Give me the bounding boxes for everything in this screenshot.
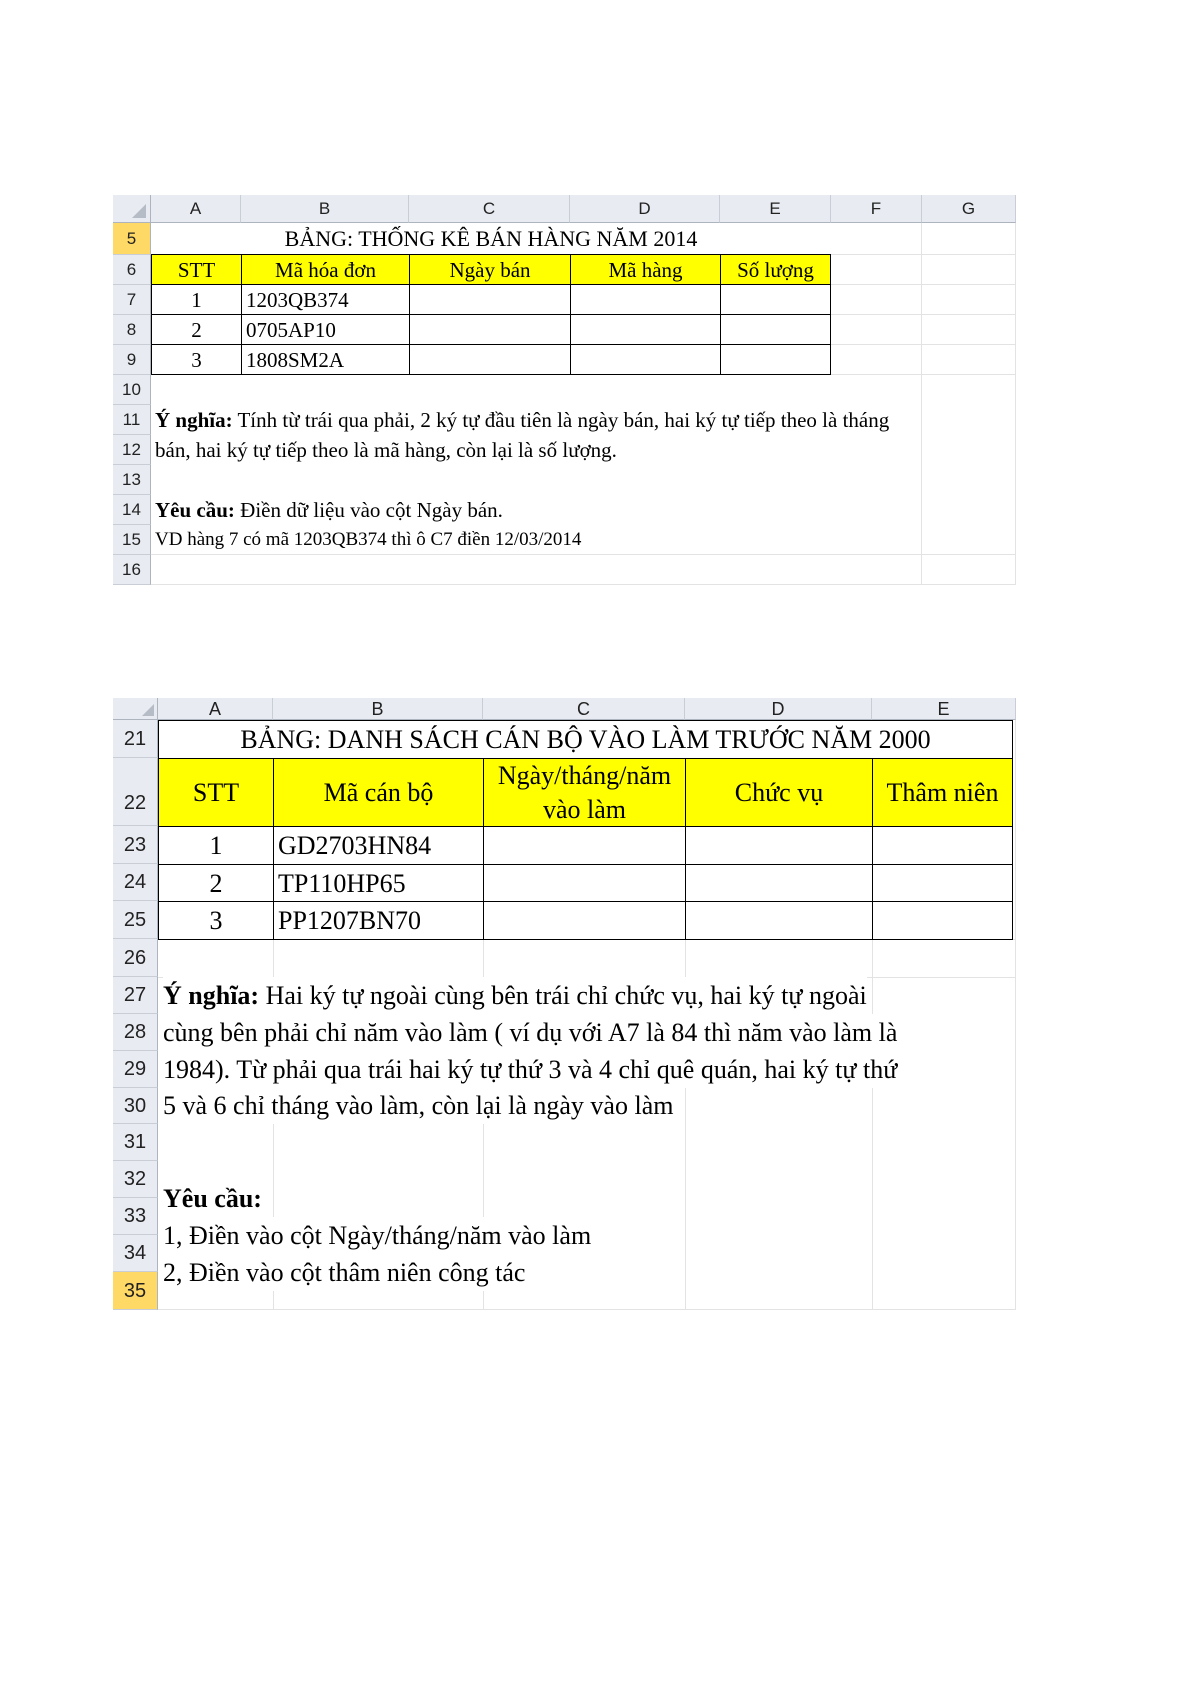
meaning-line-4[interactable]: 5 và 6 chỉ tháng vào làm, còn lại là ngày vào làm	[163, 1088, 673, 1124]
table-cell-position[interactable]	[685, 826, 873, 865]
header-start-date-line-2: vào làm	[542, 795, 627, 824]
row-header-35[interactable]: 35	[113, 1272, 158, 1310]
requirement-label: Yêu cầu:	[155, 498, 235, 522]
row-header-13[interactable]: 13	[113, 465, 151, 495]
column-header-f[interactable]: F	[831, 195, 922, 223]
table-title[interactable]: BẢNG: THỐNG KÊ BÁN HÀNG NĂM 2014	[284, 226, 698, 251]
table-cell-product-code[interactable]	[570, 284, 721, 315]
table-cell-invoice-code[interactable]: 0705AP10	[241, 314, 410, 345]
row-header-15[interactable]: 15	[113, 525, 151, 555]
column-header-c[interactable]: C	[483, 698, 685, 720]
table-cell-product-code[interactable]	[570, 314, 721, 345]
row-header-8[interactable]: 8	[113, 315, 151, 345]
meaning-line-1[interactable]	[163, 977, 867, 1014]
requirement-label[interactable]: Yêu cầu:	[163, 1180, 262, 1217]
row-header-11[interactable]: 11	[113, 405, 151, 435]
header-invoice-code[interactable]: Mã hóa đơn	[241, 254, 410, 285]
header-seniority[interactable]: Thâm niên	[872, 758, 1013, 827]
row-header-16[interactable]: 16	[113, 555, 151, 585]
requirement-line[interactable]	[155, 495, 503, 525]
row-header-32[interactable]: 32	[113, 1161, 158, 1198]
column-header-d[interactable]: D	[685, 698, 872, 720]
row-header-22[interactable]: 22	[113, 758, 158, 826]
row-header-14[interactable]: 14	[113, 495, 151, 525]
select-all-corner[interactable]	[113, 698, 158, 720]
row-header-30[interactable]: 30	[113, 1088, 158, 1124]
table-cell-staff-code[interactable]: PP1207BN70	[273, 901, 484, 940]
column-header-c[interactable]: C	[409, 195, 570, 223]
spreadsheet-2	[113, 698, 1016, 1310]
meaning-label: Ý nghĩa:	[155, 408, 233, 432]
requirement-item-2[interactable]: 2, Điền vào cột thâm niên công tác	[163, 1254, 525, 1291]
header-product-code[interactable]: Mã hàng	[570, 254, 721, 285]
row-header-25[interactable]: 25	[113, 901, 158, 939]
column-header-b[interactable]: B	[241, 195, 409, 223]
table-cell-position[interactable]	[685, 864, 873, 902]
select-all-corner[interactable]	[113, 195, 151, 223]
column-header-e[interactable]: E	[720, 195, 831, 223]
header-quantity[interactable]: Số lượng	[720, 254, 831, 285]
table-cell-stt[interactable]: 2	[158, 864, 274, 902]
table-cell-product-code[interactable]	[570, 344, 721, 375]
header-start-date-line-1: Ngày/tháng/năm	[497, 761, 672, 790]
column-header-a[interactable]: A	[151, 195, 241, 223]
table-cell-start-date[interactable]	[483, 826, 686, 865]
table-cell-quantity[interactable]	[720, 284, 831, 315]
column-header-d[interactable]: D	[570, 195, 720, 223]
table-cell-staff-code[interactable]: GD2703HN84	[273, 826, 484, 865]
table-cell-sale-date[interactable]	[409, 344, 571, 375]
column-header-a[interactable]: A	[158, 698, 273, 720]
spreadsheet-1	[113, 195, 1016, 585]
row-header-26[interactable]: 26	[113, 939, 158, 977]
row-header-33[interactable]: 33	[113, 1198, 158, 1235]
table-cell-staff-code[interactable]: TP110HP65	[273, 864, 484, 902]
row-header-7[interactable]: 7	[113, 285, 151, 315]
table-cell-stt[interactable]: 1	[151, 284, 242, 315]
row-header-34[interactable]: 34	[113, 1235, 158, 1272]
table-cell-quantity[interactable]	[720, 314, 831, 345]
requirement-text: Điền dữ liệu vào cột Ngày bán.	[234, 498, 503, 522]
meaning-text: Hai ký tự ngoài cùng bên trái chỉ chức vụ, hai ký tự ngoài	[259, 981, 867, 1010]
table-cell-start-date[interactable]	[483, 864, 686, 902]
column-header-e[interactable]: E	[872, 698, 1016, 720]
header-staff-code[interactable]: Mã cán bộ	[273, 758, 484, 827]
table-cell-stt[interactable]: 3	[151, 344, 242, 375]
table-cell-position[interactable]	[685, 901, 873, 940]
table-cell-quantity[interactable]	[720, 344, 831, 375]
column-header-b[interactable]: B	[273, 698, 483, 720]
table-cell-seniority[interactable]	[872, 864, 1013, 902]
table-cell-invoice-code[interactable]: 1808SM2A	[241, 344, 410, 375]
header-sale-date[interactable]: Ngày bán	[409, 254, 571, 285]
meaning-label: Ý nghĩa:	[163, 981, 260, 1010]
row-header-6[interactable]: 6	[113, 255, 151, 285]
row-header-21[interactable]: 21	[113, 720, 158, 758]
meaning-line-3[interactable]: 1984). Từ phải qua trái hai ký tự thứ 3 và 4 chỉ quê quán, hai ký tự thứ	[163, 1051, 897, 1088]
row-header-23[interactable]: 23	[113, 826, 158, 864]
row-header-10[interactable]: 10	[113, 375, 151, 405]
table-cell-sale-date[interactable]	[409, 284, 571, 315]
table-cell-invoice-code[interactable]: 1203QB374	[241, 284, 410, 315]
row-header-31[interactable]: 31	[113, 1124, 158, 1161]
table-cell-sale-date[interactable]	[409, 314, 571, 345]
column-header-g[interactable]: G	[922, 195, 1016, 223]
table-cell-seniority[interactable]	[872, 901, 1013, 940]
meaning-line-1[interactable]	[155, 405, 889, 435]
row-header-28[interactable]: 28	[113, 1014, 158, 1051]
header-stt[interactable]: STT	[158, 758, 274, 827]
table-cell-stt[interactable]: 1	[158, 826, 274, 865]
meaning-line-2[interactable]: bán, hai ký tự tiếp theo là mã hàng, còn lại là số lượng.	[155, 438, 617, 462]
example-line[interactable]: VD hàng 7 có mã 1203QB374 thì ô C7 điền 12/03/2014	[155, 529, 582, 550]
table-cell-stt[interactable]: 3	[158, 901, 274, 940]
row-header-24[interactable]: 24	[113, 864, 158, 901]
header-start-date[interactable]	[483, 758, 686, 827]
table-cell-stt[interactable]: 2	[151, 314, 242, 345]
table-cell-start-date[interactable]	[483, 901, 686, 940]
requirement-item-1[interactable]: 1, Điền vào cột Ngày/tháng/năm vào làm	[163, 1217, 591, 1254]
row-header-9[interactable]: 9	[113, 345, 151, 375]
row-header-12[interactable]: 12	[113, 435, 151, 465]
table-cell-seniority[interactable]	[872, 826, 1013, 865]
row-header-29[interactable]: 29	[113, 1051, 158, 1088]
row-header-27[interactable]: 27	[113, 977, 158, 1014]
header-position[interactable]: Chức vụ	[685, 758, 873, 827]
table-title[interactable]: BẢNG: DANH SÁCH CÁN BỘ VÀO LÀM TRƯỚC NĂM 2000	[158, 720, 1013, 759]
row-header-5[interactable]: 5	[113, 223, 151, 255]
meaning-text: Tính từ trái qua phải, 2 ký tự đầu tiên là ngày bán, hai ký tự tiếp theo là tháng	[232, 408, 890, 432]
header-stt[interactable]: STT	[151, 254, 242, 285]
meaning-line-2[interactable]: cùng bên phải chỉ năm vào làm ( ví dụ với A7 là 84 thì năm vào làm là	[163, 1014, 897, 1051]
